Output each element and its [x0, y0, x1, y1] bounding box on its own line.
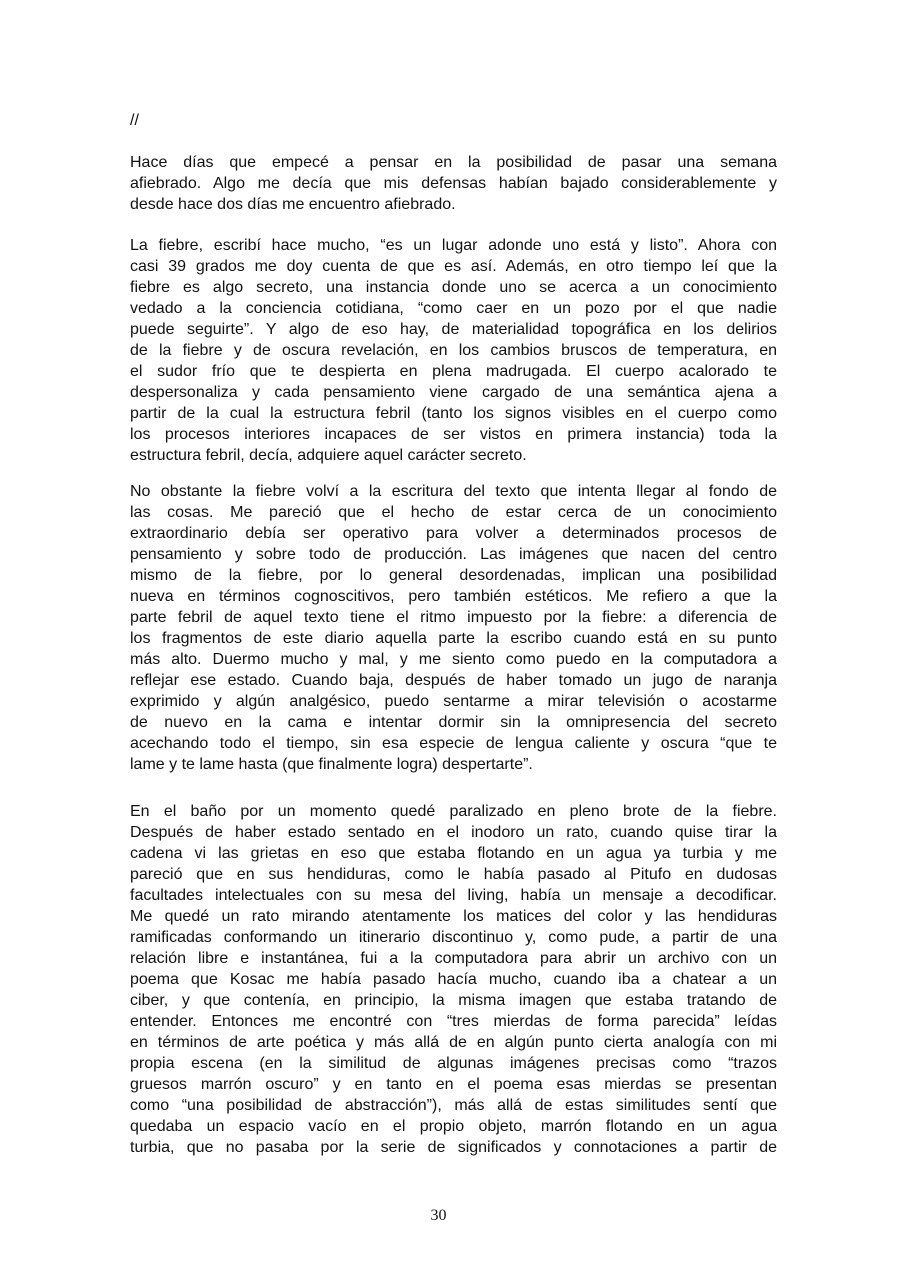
- text-line: Hace días que empecé a pensar en la posibilidad de pasar una semana: [130, 154, 777, 171]
- page-number: 30: [430, 1207, 447, 1224]
- text-line: puede seguirte”. Y algo de eso hay, de materialidad topográfica en los delirios: [130, 321, 777, 338]
- text-line: Después de haber estado sentado en el inodoro un rato, cuando quise tirar la: [130, 824, 777, 841]
- text-line: quedaba un espacio vacío en el propio objeto, marrón flotando en un agua: [130, 1118, 777, 1135]
- text-line: los procesos interiores incapaces de ser vistos en primera instancia) toda la: [130, 426, 777, 443]
- paragraph-4: [130, 801, 777, 1158]
- text-line: mismo de la fiebre, por lo general desordenadas, implican una posibilidad: [130, 567, 777, 584]
- text-line: de la fiebre y de oscura revelación, en los cambios bruscos de temperatura, en: [130, 342, 777, 359]
- text-line: propia escena (en la similitud de algunas imágenes precisas como “trazos: [130, 1055, 777, 1072]
- text-line: turbia, que no pasaba por la serie de significados y connotaciones a partir de: [130, 1139, 777, 1156]
- text-line: gruesos marrón oscuro” y en tanto en el poema esas mierdas se presentan: [130, 1076, 777, 1093]
- paragraph-1: [130, 152, 777, 215]
- text-line: extraordinario debía ser operativo para volver a determinados procesos de: [130, 525, 777, 542]
- text-line: acechando todo el tiempo, sin esa especie de lengua caliente y oscura “que te: [130, 735, 777, 752]
- paragraph-3: [130, 481, 777, 775]
- text-line: el sudor frío que te despierta en plena madrugada. El cuerpo acalorado te: [130, 363, 777, 380]
- text-line: lame y te lame hasta (que finalmente logra) despertarte”.: [130, 756, 533, 773]
- text-line: En el baño por un momento quedé paralizado en pleno brote de la fiebre.: [130, 803, 777, 820]
- text-line: poema que Kosac me había pasado hacía mucho, cuando iba a chatear a un: [130, 971, 777, 988]
- text-line: La fiebre, escribí hace mucho, “es un lugar adonde uno está y listo”. Ahora con: [130, 237, 777, 254]
- text-line: afiebrado. Algo me decía que mis defensas habían bajado considerablemente y: [130, 175, 777, 192]
- text-line: partir de la cual la estructura febril (tanto los signos visibles en el cuerpo como: [130, 405, 777, 422]
- text-line: No obstante la fiebre volví a la escritura del texto que intenta llegar al fondo de: [130, 483, 777, 500]
- paragraph-2: [130, 235, 777, 466]
- text-line: las cosas. Me pareció que el hecho de estar cerca de un conocimiento: [130, 504, 777, 521]
- text-line: los fragmentos de este diario aquella parte la escribo cuando está en su punto: [130, 630, 777, 647]
- text-line: fiebre es algo secreto, una instancia donde uno se acerca a un conocimiento: [130, 279, 777, 296]
- text-line: pareció que en sus hendiduras, como le había pasado al Pitufo en dudosas: [130, 866, 777, 883]
- text-line: nueva en términos cognoscitivos, pero también estéticos. Me refiero a que la: [130, 588, 777, 605]
- text-line: pensamiento y sobre todo de producción. Las imágenes que nacen del centro: [130, 546, 777, 563]
- text-line: casi 39 grados me doy cuenta de que es así. Además, en otro tiempo leí que la: [130, 258, 777, 275]
- text-line: en términos de arte poética y más allá de en algún punto cierta analogía con mi: [130, 1034, 777, 1051]
- text-line: estructura febril, decía, adquiere aquel carácter secreto.: [130, 447, 527, 464]
- text-line: reflejar ese estado. Cuando baja, después de haber tomado un jugo de naranja: [130, 672, 777, 689]
- section-separator: [130, 110, 777, 131]
- text-line: ramificadas conformando un itinerario discontinuo y, como pude, a partir de una: [130, 929, 777, 946]
- text-line: exprimido y algún analgésico, puedo sentarme a mirar televisión o acostarme: [130, 693, 777, 710]
- text-line: cadena vi las grietas en eso que estaba flotando en un agua ya turbia y me: [130, 845, 777, 862]
- text-line: como “una posibilidad de abstracción”), más allá de estas similitudes sentí que: [130, 1097, 777, 1114]
- text-line: relación libre e instantánea, fui a la computadora para abrir un archivo con un: [130, 950, 777, 967]
- separator-text: //: [130, 112, 139, 129]
- text-line: de nuevo en la cama e intentar dormir sin la omnipresencia del secreto: [130, 714, 777, 731]
- text-line: desde hace dos días me encuentro afiebrado.: [130, 196, 456, 213]
- text-line: parte febril de aquel texto tiene el ritmo impuesto por la fiebre: a diferencia de: [130, 609, 777, 626]
- text-line: más alto. Duermo mucho y mal, y me siento como puedo en la computadora a: [130, 651, 777, 668]
- text-line: vedado a la conciencia cotidiana, “como caer en un pozo por el que nadie: [130, 300, 777, 317]
- text-line: facultades intelectuales con su mesa del living, había un mensaje a decodificar.: [130, 887, 777, 904]
- text-line: despersonaliza y cada pensamiento viene cargado de una semántica ajena a: [130, 384, 777, 401]
- text-line: entender. Entonces me encontré con “tres mierdas de forma parecida” leídas: [130, 1013, 777, 1030]
- text-line: Me quedé un rato mirando atentamente los matices del color y las hendiduras: [130, 908, 777, 925]
- text-line: ciber, y que contenía, en principio, la misma imagen que estaba tratando de: [130, 992, 777, 1009]
